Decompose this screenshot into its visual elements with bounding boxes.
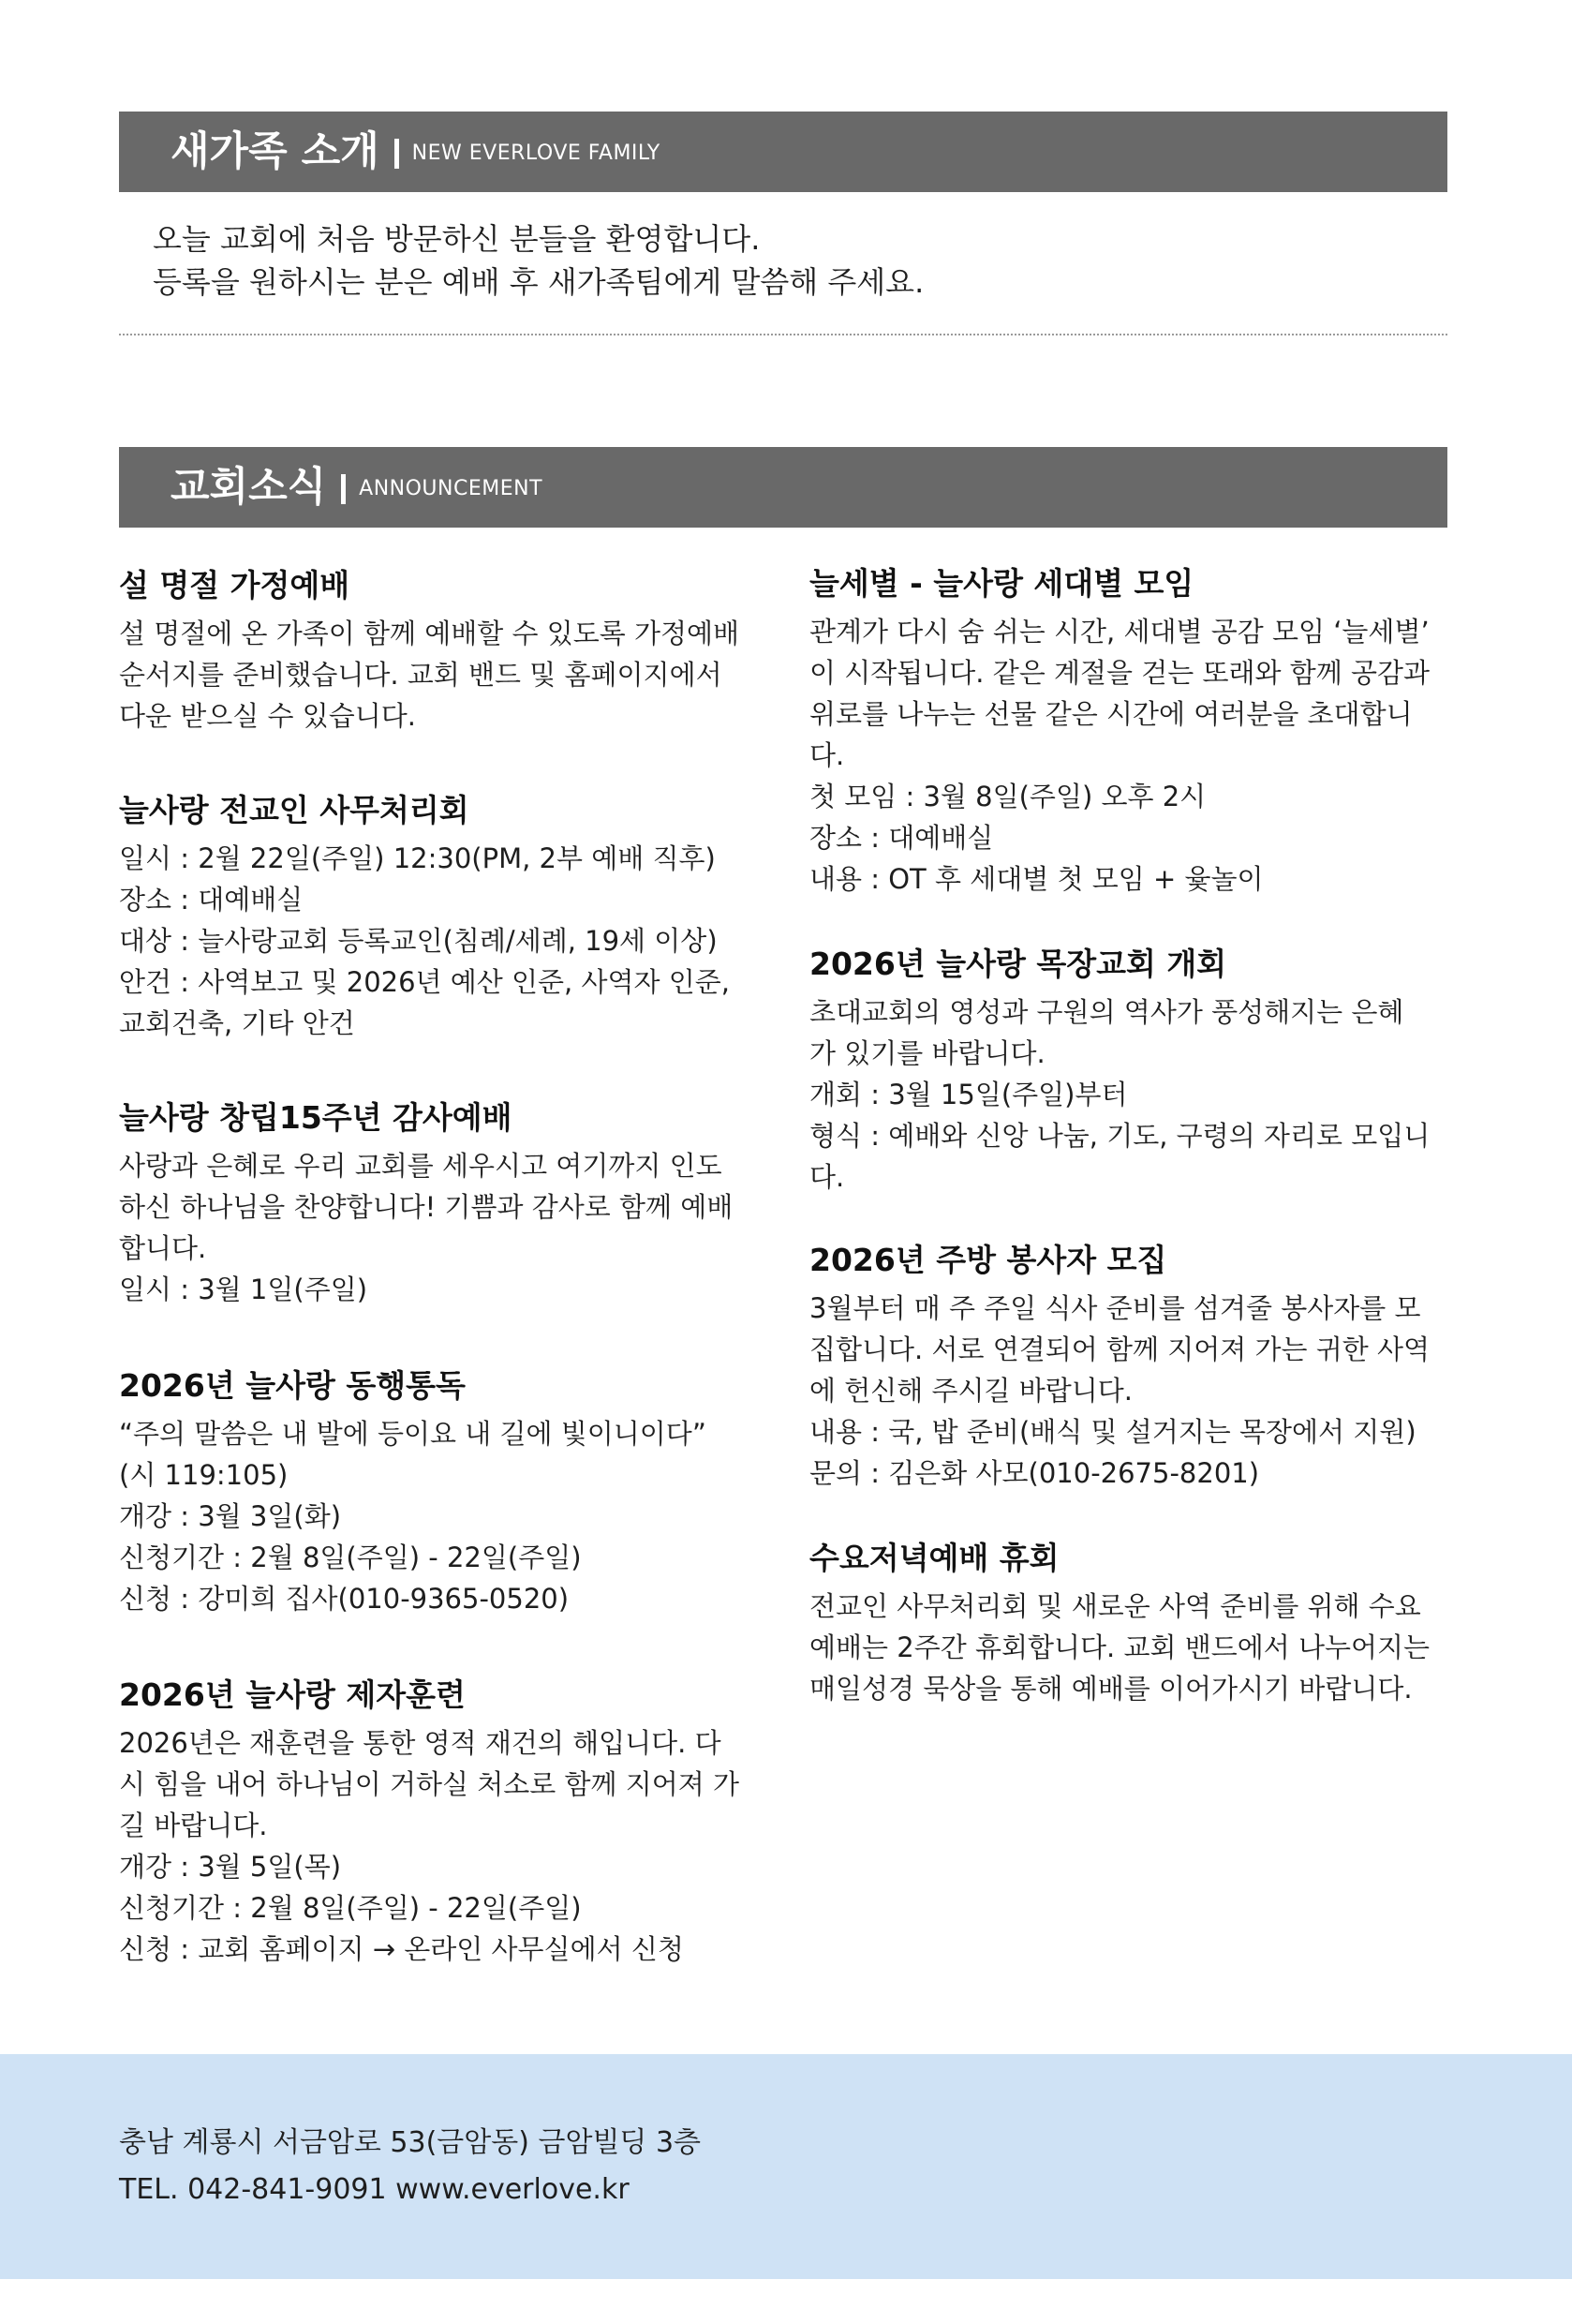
announcement-item xyxy=(119,1674,765,1970)
announcement-item xyxy=(809,1239,1456,1494)
announcement-item-body: 설 명절에 온 가족이 함께 예배할 수 있도록 가정예배 순서지를 준비했습니다. 교회 밴드 및 홈페이지에서 다운 받으실 수 있습니다. xyxy=(119,618,740,732)
footer-contact: TEL. 042-841-9091 www.everlove.kr xyxy=(119,2173,630,2206)
announcement-item-body: 3월부터 매 주 주일 식사 준비를 섬겨줄 봉사자를 모 집합니다. 서로 연결되어 함께 지어져 가는 귀한 사역 에 헌신해 주시길 바랍니다. 내용 : 국, 밥 준비(배식 및 설거지는 목장에서 지원) 문의 : 김은화 사모(010-2675-8201) xyxy=(809,1292,1431,1489)
announcement-header xyxy=(119,447,1447,528)
new-family-intro xyxy=(153,217,924,304)
announcement-item-title: 설 명절 가정예배 xyxy=(119,567,350,603)
new-family-title: 새가족 소개 xyxy=(171,128,379,175)
announcement-item xyxy=(809,1537,1456,1709)
announcement-item-title: 늘사랑 창립15주년 감사예배 xyxy=(119,1099,512,1136)
announcement-item xyxy=(119,564,765,737)
announcement-item xyxy=(119,1364,765,1619)
announcement-item-body: 2026년은 재훈련을 통한 영적 재건의 해입니다. 다 시 힘을 내어 하나님이 거하실 처소로 함께 지어져 가 길 바랍니다. 개강 : 3월 5일(목) 신청기간 : 2월 8일(주일) - 22일(주일) 신청 : 교회 홈페이지 → 온라인 사무실에서 신청 xyxy=(119,1727,740,1965)
announcement-item-body: 사랑과 은혜로 우리 교회를 세우시고 여기까지 인도 하신 하나님을 찬양합니다! 기쁨과 감사로 함께 예배 합니다. 일시 : 3월 1일(주일) xyxy=(119,1150,734,1305)
announcement-item-body: “주의 말씀은 내 발에 등이요 내 길에 빛이니이다” (시 119:105) 개강 : 3월 3일(화) 신청기간 : 2월 8일(주일) - 22일(주일) 신청 : 강미희 집사(010-9365-0520) xyxy=(119,1418,706,1615)
announcement-item-title: 2026년 주방 봉사자 모집 xyxy=(809,1242,1167,1278)
announcement-header-title xyxy=(171,454,542,522)
announcement-item-title: 2026년 늘사랑 동행통독 xyxy=(119,1367,466,1404)
dotted-divider xyxy=(119,334,1447,335)
announcement-item-title: 2026년 늘사랑 제자훈련 xyxy=(119,1676,466,1713)
announcement-item-title: 수요저녁예배 휴회 xyxy=(809,1540,1060,1576)
new-family-subtitle: NEW EVERLOVE FAMILY xyxy=(411,142,660,165)
announcement-item-body: 관계가 다시 숨 쉬는 시간, 세대별 공감 모임 ‘늘세별’ 이 시작됩니다. 같은 계절을 걷는 또래와 함께 공감과 위로를 나누는 선물 같은 시간에 여러분을 초대합니 다. 첫 모임 : 3월 8일(주일) 오후 2시 장소 : 대예배실 내용 : OT 후 세대별 첫 모임 + 윷놀이 xyxy=(809,616,1431,895)
announcement-item xyxy=(809,943,1456,1198)
header-divider xyxy=(341,474,346,504)
announcement-title: 교회소식 xyxy=(171,464,327,511)
announcement-item xyxy=(119,1096,765,1310)
announcement-item-title: 늘사랑 전교인 사무처리회 xyxy=(119,792,469,828)
new-family-line-1: 오늘 교회에 처음 방문하신 분들을 환영합니다. xyxy=(153,221,761,257)
footer-address: 충남 계룡시 서금암로 53(금암동) 금암빌딩 3층 xyxy=(119,2126,702,2159)
announcement-item-title: 늘세별 - 늘사랑 세대별 모임 xyxy=(809,565,1194,602)
header-divider xyxy=(394,139,399,169)
announcement-subtitle: ANNOUNCEMENT xyxy=(359,477,543,500)
announcement-item-title: 2026년 늘사랑 목장교회 개회 xyxy=(809,946,1227,982)
footer xyxy=(0,2054,1572,2279)
new-family-header xyxy=(119,112,1447,192)
new-family-header-title xyxy=(171,119,660,186)
new-family-line-2: 등록을 원하시는 분은 예배 후 새가족팀에게 말씀해 주세요. xyxy=(153,264,925,300)
announcement-item-body: 전교인 사무처리회 및 새로운 사역 준비를 위해 수요 예배는 2주간 휴회합니다. 교회 밴드에서 나누어지는 매일성경 묵상을 통해 예배를 이어가시기 바랍니다. xyxy=(809,1590,1431,1705)
announcement-item xyxy=(809,562,1456,900)
footer-contact-block xyxy=(119,2120,701,2213)
announcement-item-body: 일시 : 2월 22일(주일) 12:30(PM, 2부 예배 직후) 장소 : 대예배실 대상 : 늘사랑교회 등록교인(침례/세례, 19세 이상) 안건 : 사역보고 및 2026년 예산 인준, 사역자 인준, 교회건축, 기타 안건 xyxy=(119,842,730,1039)
announcement-item-body: 초대교회의 영성과 구원의 역사가 풍성해지는 은혜 가 있기를 바랍니다. 개회 : 3월 15일(주일)부터 형식 : 예배와 신앙 나눔, 기도, 구령의 자리로 모입니 다. xyxy=(809,996,1431,1193)
announcement-item xyxy=(119,789,765,1044)
